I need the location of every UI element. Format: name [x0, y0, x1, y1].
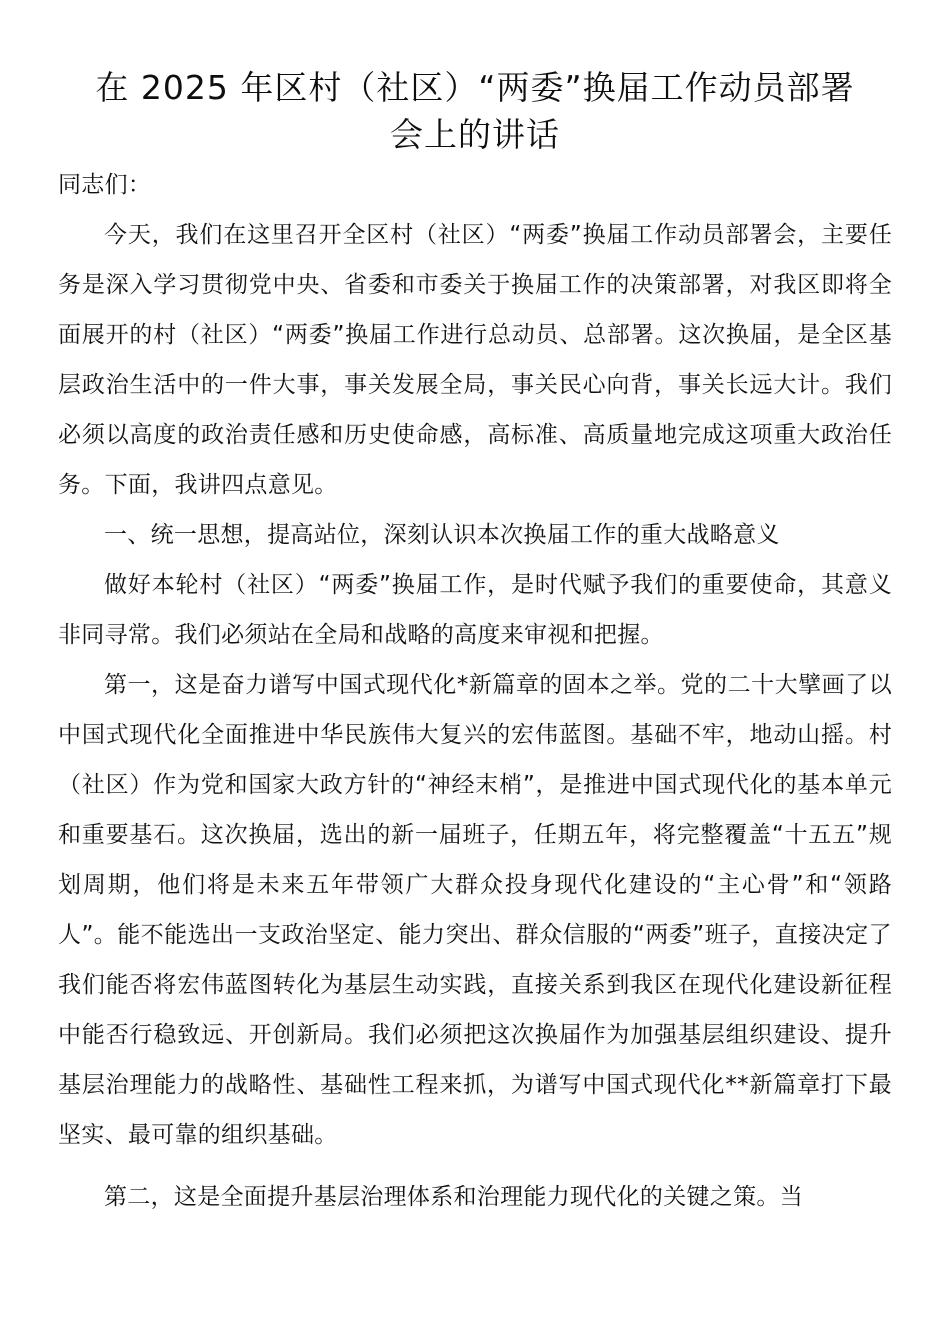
title-line-2: 会上的讲话 — [390, 115, 560, 154]
paragraph-section1-intro: 做好本轮村（社区）“两委”换届工作，是时代赋予我们的重要使命，其意义非同寻常。我们必须站在全局和战略的高度来审视和把握。 — [58, 572, 892, 648]
paragraph-point-2: 第二，这是全面提升基层治理体系和治理能力现代化的关键之策。当 — [104, 1184, 803, 1210]
paragraph-point-1: 第一，这是奋力谱写中国式现代化*新篇章的固本之举。党的二十大擘画了以中国式现代化全面推进中华民族伟大复兴的宏伟蓝图。基础不牢，地动山摇。村（社区）作为党和国家大政方针的“神经末梢”，是推进中国式现代化的基本单元和重要基石。这次换届，选出的新一届班子，任期五年，将完整覆盖“十五五”规划周期，他们将是未来五年带领广大群众投身现代化建设的“主心骨”和“领路人”。能不能选出一支政治坚定、能力突出、群众信服的“两委”班子，直接决定了我们能否将宏伟蓝图转化为基层生动实践，直接关系到我区在现代化建设新征程中能否行稳致远、开创新局。我们必须把这次换届作为加强基层组织建设、提升基层治理能力的战略性、基础性工程来抓，为谱写中国式现代化**新篇章打下最坚实、最可靠的组织基础。 — [58, 672, 892, 1148]
section-heading-1: 一、统一思想，提高站位，深刻认识本次换届工作的重大战略意义 — [104, 522, 780, 548]
document-title — [58, 64, 892, 158]
title-line-1: 在 2025 年区村（社区）“两委”换届工作动员部署 — [95, 68, 855, 107]
paragraph-intro: 今天，我们在这里召开全区村（社区）“两委”换届工作动员部署会，主要任务是深入学习贯彻党中央、省委和市委关于换届工作的决策部署，对我区即将全面展开的村（社区）“两委”换届工作进行总动员、总部署。这次换届，是全区基层政治生活中的一件大事，事关发展全局，事关民心向背，事关长远大计。我们必须以高度的政治责任感和历史使命感，高标准、高质量地完成这项重大政治任务。下面，我讲四点意见。 — [58, 222, 892, 498]
salutation: 同志们： — [58, 172, 152, 198]
